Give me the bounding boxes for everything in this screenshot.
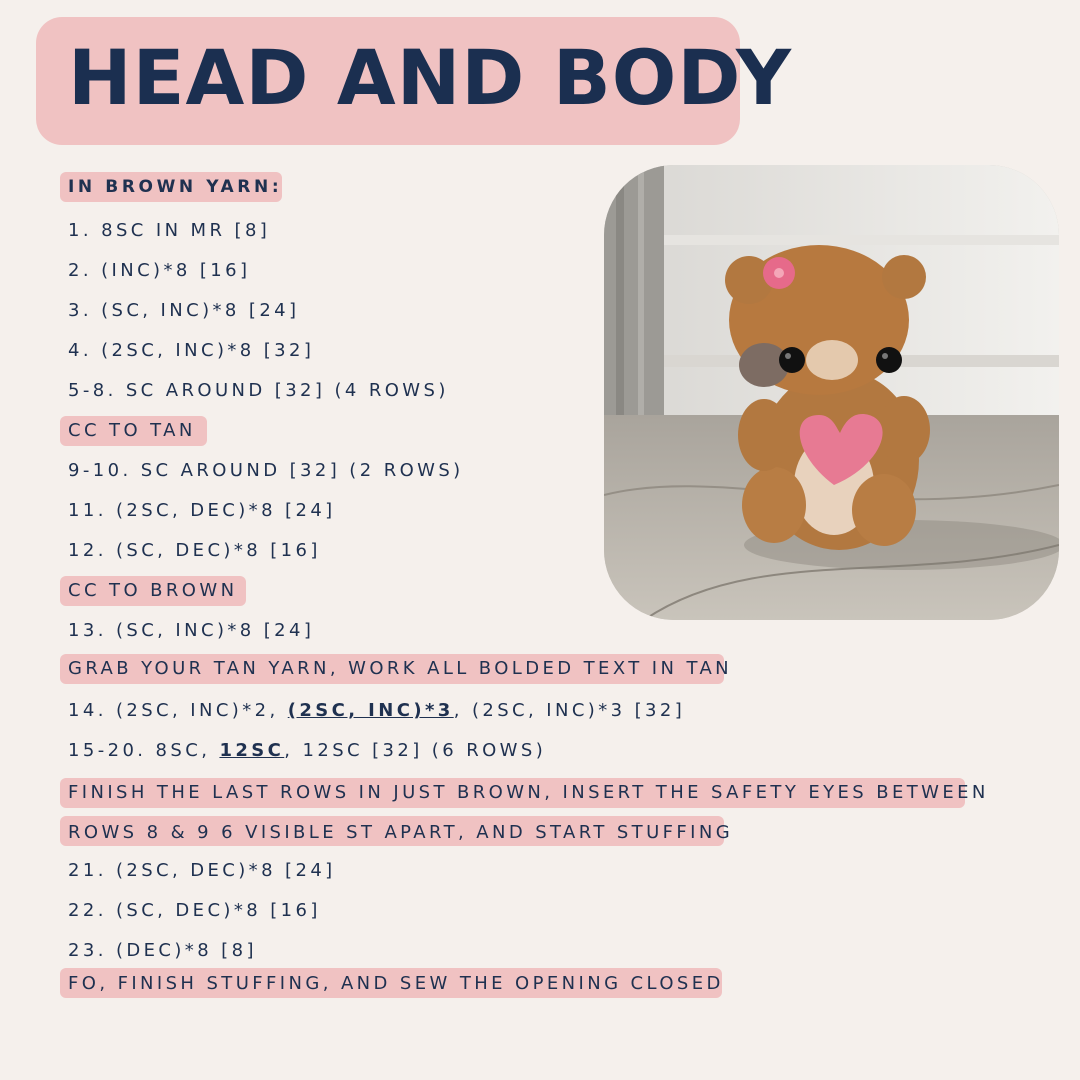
pattern-row: 9-10. SC AROUND [32] (2 ROWS) [68,460,464,481]
pattern-row: 1. 8SC IN MR [8] [68,220,271,241]
page-title: HEAD AND BODY [68,33,792,122]
bold-tan-stitches: (2SC, INC)*3 [287,700,454,721]
pattern-row-part: 15-20. 8SC, [68,740,220,761]
section-heading: IN BROWN YARN: [68,177,283,197]
pattern-row: 12. (SC, DEC)*8 [16] [68,540,321,561]
pattern-note: FO, FINISH STUFFING, AND SEW THE OPENING CLOSED [68,973,724,994]
pattern-row: 23. (DEC)*8 [8] [68,940,257,961]
pattern-note: CC TO TAN [68,420,196,441]
pattern-row-part: 14. (2SC, INC)*2, [68,700,288,721]
crochet-bear-with-heart-icon [604,165,1059,620]
pattern-row-14 [68,700,685,722]
pattern-row: 21. (2SC, DEC)*8 [24] [68,860,336,881]
bold-tan-stitches: 12SC [219,740,285,761]
pattern-row-part: , 12SC [32] (6 ROWS) [284,740,547,761]
pattern-row-part: , (2SC, INC)*3 [32] [453,700,686,721]
pattern-note: GRAB YOUR TAN YARN, WORK ALL BOLDED TEXT IN TAN [68,658,733,679]
bear-photo [604,165,1059,620]
pattern-note: CC TO BROWN [68,580,238,601]
pattern-row: 4. (2SC, INC)*8 [32] [68,340,315,361]
pattern-row: 2. (INC)*8 [16] [68,260,251,281]
pattern-row-15 [68,740,546,762]
pattern-row: 22. (SC, DEC)*8 [16] [68,900,321,921]
pattern-row: 3. (SC, INC)*8 [24] [68,300,300,321]
pattern-note: ROWS 8 & 9 6 VISIBLE ST APART, AND START STUFFING [68,822,734,843]
pattern-note: FINISH THE LAST ROWS IN JUST BROWN, INSERT THE SAFETY EYES BETWEEN [68,782,989,803]
pattern-row: 11. (2SC, DEC)*8 [24] [68,500,336,521]
pattern-row: 5-8. SC AROUND [32] (4 ROWS) [68,380,449,401]
pattern-row: 13. (SC, INC)*8 [24] [68,620,315,641]
